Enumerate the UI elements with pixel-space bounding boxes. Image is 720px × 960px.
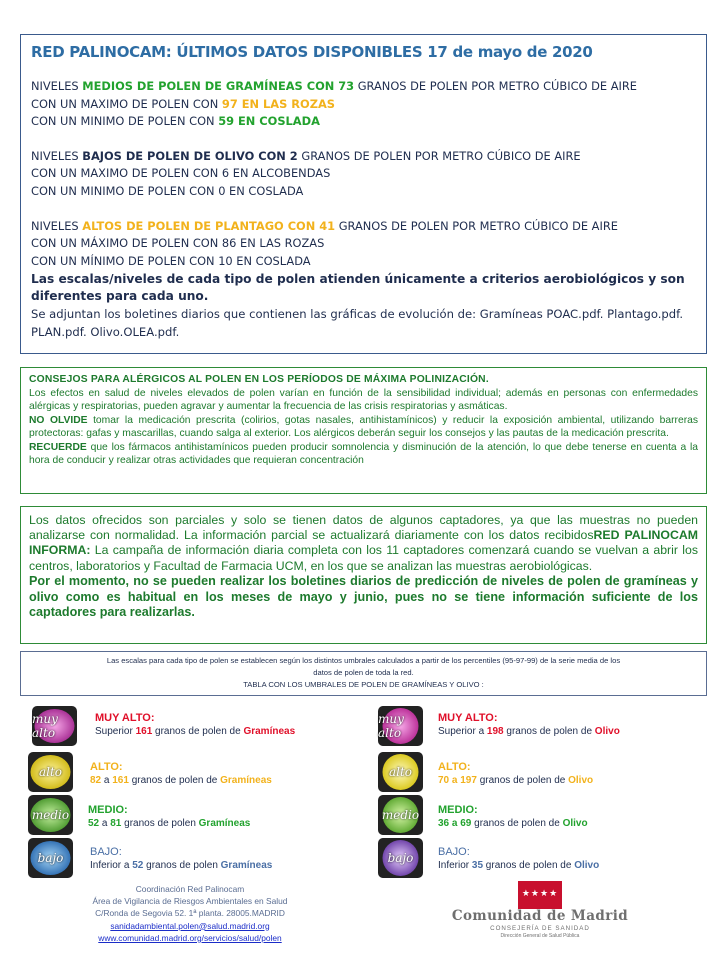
allergy-advice-panel: [20, 367, 707, 494]
footer-email-link[interactable]: sanidadambiental.polen@salud.madrid.org: [110, 920, 270, 931]
advice-paragraph-no-olvide: NO OLVIDE tomar la medicación prescrita (colirios, gotas nasales, antihistamínicos) y reducir la exposición ambiental, utilizando barreras protectoras: gafas y mascarillas, cuando salga al exterior. Los alérgicos deberán seguir los consejos y las pautas de la medicación prescrita.: [29, 414, 699, 439]
footer-address: C/Ronda de Segovia 52. 1ª planta. 28005.MADRID: [95, 908, 285, 919]
pollen-grain-green-icon: medio: [28, 795, 73, 835]
plantago-min-line: CON UN MÍNIMO DE POLEN CON 10 EN COSLADA: [31, 253, 311, 268]
pollen-grain-green-icon: medio: [378, 795, 423, 835]
scales-table-title: TABLA CON LOS UMBRALES DE POLEN DE GRAMÍNEAS Y OLIVO :: [243, 680, 484, 689]
advice-heading: CONSEJOS PARA ALÉRGICOS AL POLEN EN LOS PERÍODOS DE MÁXIMA POLINIZACIÓN.: [29, 374, 489, 385]
scales-line-2: datos de polen de toda la red.: [313, 668, 414, 677]
olivo-level-line: NIVELES BAJOS DE POLEN DE OLIVO CON 2 GRANOS DE POLEN POR METRO CÚBICO DE AIRE: [31, 148, 581, 163]
scales-note: Las escalas/niveles de cada tipo de polen atienden únicamente a criterios aerobiológicos y son diferentes para cada uno.: [31, 272, 685, 304]
advice-paragraph-recuerde: RECUERDE que los fármacos antihistamínicos pueden producir somnolencia y disminución de la atención, lo que debe tenerse en cuenta a la hora de conducir y realizar otras actividades que requieran concentración: [29, 441, 698, 466]
scales-explanation-panel: [20, 651, 707, 696]
olivo-min-line: CON UN MINIMO DE POLEN CON 0 EN COSLADA: [31, 183, 304, 198]
olivo-bajo-row: bajo BAJO: Inferior 35 granos de polen de Olivo: [378, 838, 678, 880]
gramineas-alto-row: alto ALTO: 82 a 161 granos de polen de Gramíneas: [28, 752, 328, 794]
contact-footer: [60, 883, 320, 944]
page-title: RED PALINOCAM: ÚLTIMOS DATOS DISPONIBLES 17 de mayo de 2020: [31, 43, 593, 61]
latest-data-panel: [20, 34, 707, 354]
gramineas-medio-row: medio MEDIO: 52 a 81 granos de polen Gramíneas: [28, 795, 328, 837]
pollen-grain-yellow-icon: alto: [28, 752, 73, 792]
info-paragraph: Los datos ofrecidos son parciales y solo se tienen datos de algunos captadores, ya que las muestras no pueden analizarse con normalidad. La información parcial se actualizará diariamente con los datos recibidosRED PALINOCAM INFORMA: La campaña de información diaria completa con los 11 captadores comenzará cuando se vuelvan a abrir los centros, laboratorios y Facultad de Farmacia UCM, en los que se analizan las muestras aerobiológicas.: [29, 513, 698, 573]
gramineas-level-line: NIVELES MEDIOS DE POLEN DE GRAMÍNEAS CON 73 GRANOS DE POLEN POR METRO CÚBICO DE AIRE: [31, 79, 637, 93]
plantago-level-line: NIVELES ALTOS DE POLEN DE PLANTAGO CON 41 GRANOS DE POLEN POR METRO CÚBICO DE AIRE: [31, 218, 618, 233]
partial-data-info-panel: [20, 506, 707, 644]
footer-coordination: Coordinación Red Palinocam: [135, 884, 245, 894]
pollen-grain-blue-icon: bajo: [28, 838, 73, 878]
olivo-max-line: CON UN MAXIMO DE POLEN CON 6 EN ALCOBENDAS: [31, 166, 331, 181]
pollen-grain-purple-icon: bajo: [378, 838, 423, 878]
scales-line-1: Las escalas para cada tipo de polen se establecen según los distintos umbrales calculados a partir de los percentiles (95-97-99) de la serie media de los: [106, 656, 621, 665]
footer-web-link[interactable]: www.comunidad.madrid.org/servicios/salud/polen: [98, 932, 282, 943]
pollen-grain-magenta-icon: muy alto: [32, 706, 77, 746]
olivo-medio-row: medio MEDIO: 36 a 69 granos de polen de Olivo: [378, 795, 678, 837]
gramineas-min-line: CON UN MINIMO DE POLEN CON 59 EN COSLADA: [31, 114, 320, 129]
olivo-muy-alto-row: muy alto MUY ALTO: Superior a 198 granos de polen de Olivo: [378, 706, 678, 748]
gramineas-max-line: CON UN MAXIMO DE POLEN CON 97 EN LAS ROZAS: [31, 96, 335, 111]
olivo-alto-row: alto ALTO: 70 a 197 granos de polen de Olivo: [378, 752, 678, 794]
plantago-max-line: CON UN MÁXIMO DE POLEN CON 86 EN LAS ROZAS: [31, 236, 325, 251]
gramineas-muy-alto-row: muy alto MUY ALTO: Superior 161 granos de polen de Gramíneas: [32, 706, 332, 748]
gramineas-bajo-row: bajo BAJO: Inferior a 52 granos de polen Gramíneas: [28, 838, 328, 880]
attachments-note: Se adjuntan los boletines diarios que contienen las gráficas de evolución de: Gramíneas POAC.pdf. Plantago.pdf. PLAN.pdf. Olivo.OLEA.pdf.: [31, 307, 684, 339]
pollen-grain-magenta-icon: muy alto: [378, 706, 423, 746]
advice-paragraph-effects: Los efectos en salud de niveles elevados de polen varían en función de la sensibilidad individual; además en personas con enfermedades alérgicas y respiratorias, pueden agravar y aumentar la frecuencia de las crisis respiratorias y asmáticas.: [29, 387, 698, 412]
pollen-grain-yellow-icon: alto: [378, 752, 423, 792]
footer-area: Área de Vigilancia de Riesgos Ambientales en Salud: [92, 896, 288, 907]
comunidad-madrid-logo: ★★★★ Comunidad de Madrid CONSEJERÍA DE SANIDAD Dirección General de Salud Pública: [428, 881, 652, 941]
info-forecast-note: Por el momento, no se pueden realizar los boletines diarios de predicción de niveles de polen de gramíneas y olivo como es habitual en los meses de mayo y junio, pues no se tiene información suficiente de los captadores para realizarlas.: [29, 573, 698, 620]
